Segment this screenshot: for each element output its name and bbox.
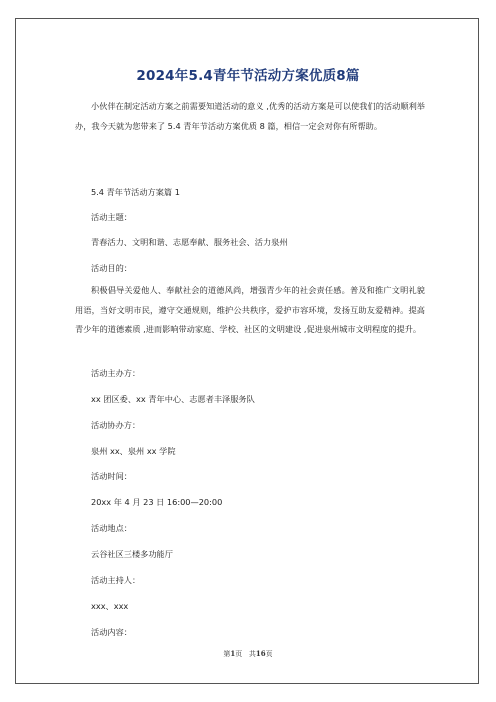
location-text: 云谷社区三楼多功能厅	[91, 549, 173, 559]
footer-page-prefix: 第	[223, 650, 231, 658]
footer-total-prefix: 共	[248, 650, 256, 658]
label-co-organizer: 活动协办方：	[91, 420, 141, 430]
co-organizer-text: 泉州 xx、泉州 xx 学院	[91, 446, 176, 456]
footer-total-suffix: 页	[265, 650, 273, 658]
theme-text: 青春活力、文明和谐、志愿奉献、服务社会、活力泉州	[91, 237, 288, 247]
label-time: 活动时间：	[91, 471, 132, 481]
intro-paragraph: 小伙伴在制定活动方案之前需要知道活动的意义 ,优秀的活动方案是可以使我们的活动顺利举办，我今天就为您带来了 5.4 青年节活动方案优质 8 篇，相信一定会对你有所帮助。	[75, 101, 425, 131]
footer-page-number: 1	[230, 649, 236, 658]
host-text: xxx、xxx	[91, 601, 129, 611]
label-organizer: 活动主办方：	[91, 368, 141, 378]
page-footer	[0, 649, 496, 659]
label-location: 活动地点：	[91, 523, 132, 533]
document-title: 2024年5.4青年节活动方案优质8篇	[136, 68, 360, 84]
label-content: 活动内容：	[91, 627, 132, 637]
organizer-text: xx 团区委、xx 青年中心、志愿者丰泽服务队	[91, 394, 255, 404]
label-theme: 活动主题：	[91, 212, 132, 222]
footer-page-suffix: 页	[235, 650, 243, 658]
section-heading: 5.4 青年节活动方案篇 1	[91, 187, 180, 197]
purpose-paragraph: 积极倡导关爱他人、奉献社会的道德风尚，增强青少年的社会责任感。普及和推广文明礼貌用语，当好文明市民，遵守交通规则，维护公共秩序，爱护市容环境，发扬互助友爱精神。提高青少年的道德素质 ,进而影响带动家庭、学校、社区的文明建设 ,促进泉州城市文明程度的提升。	[75, 285, 425, 334]
label-purpose: 活动目的：	[91, 263, 132, 273]
time-text: 20xx 年 4 月 23 日 16:00—20:00	[91, 497, 223, 507]
label-host: 活动主持人：	[91, 575, 141, 585]
footer-total-pages: 16	[255, 649, 266, 658]
